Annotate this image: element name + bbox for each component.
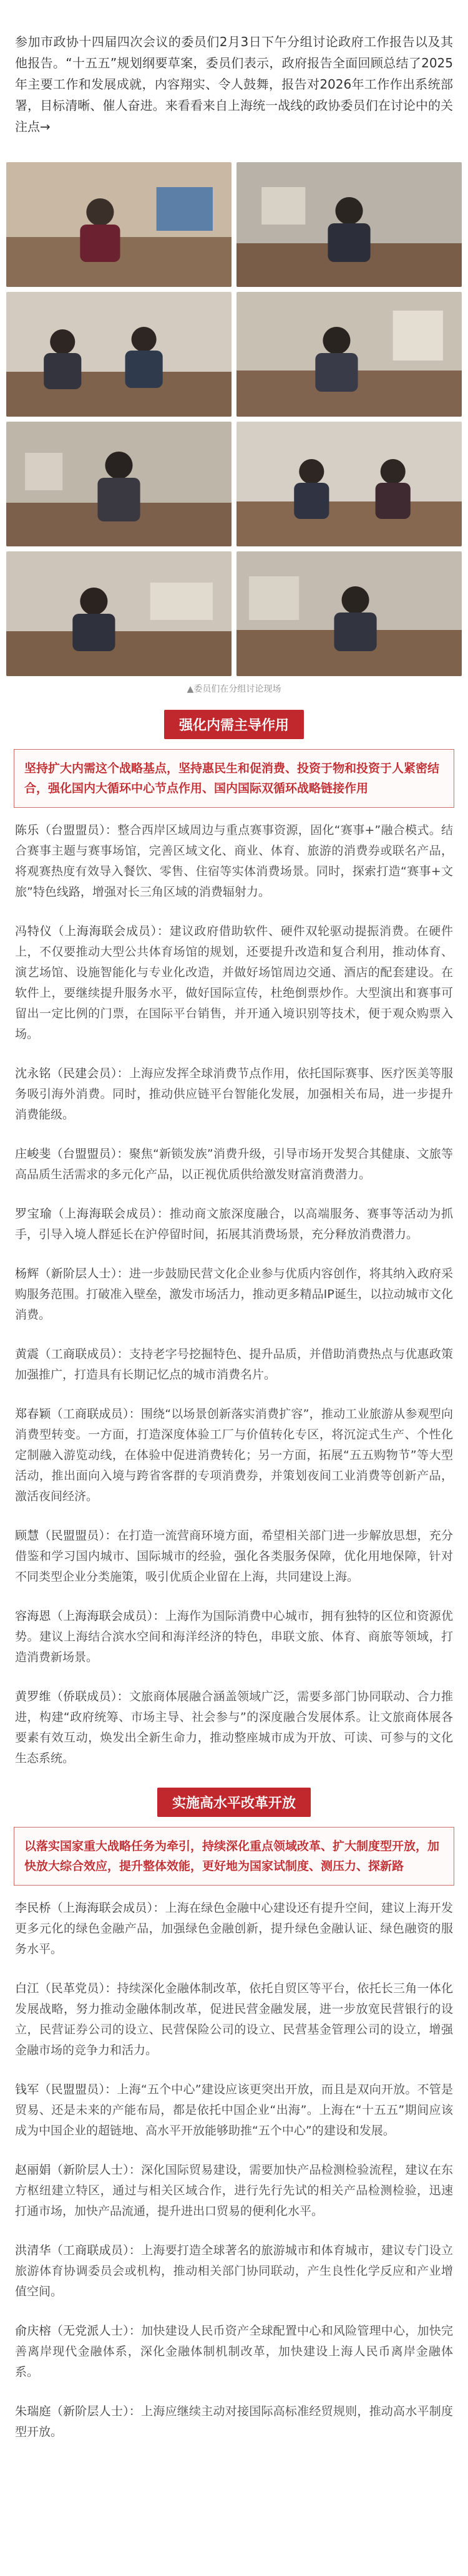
comment-text: 整合西岸区域周边与重点赛事资源，固化“赛事+”融合模式。结合赛事主题与赛事场馆，完善区域文化、商业、体育、旅游的消费券或联名产品，将观赛热度有效导入餐饮、零售、住宿等实体消费场景。同时，探索打造“赛事+文旅”特色线路，增强对长三角区域的消费辐射力。 xyxy=(15,823,453,899)
speaker-name: 容海恩（上海海联会成员）： xyxy=(15,1609,165,1623)
comment-text: 在打造一流营商环境方面，希望相关部门进一步解放思想，充分借鉴和学习国内城市、国际城市的经验，强化各类服务保障，优化用地保障，针对不同类型企业分类施策，吸引优质企业留在上海，共同建设上海。 xyxy=(15,1529,453,1584)
speaker-name: 黄罗维（侨联成员）： xyxy=(15,1690,129,1703)
meeting-photo[interactable] xyxy=(6,422,232,546)
section-summary: 坚持扩大内需这个战略基点，坚持惠民生和促消费、投资于物和投资于人紧密结合，强化国内大循环中心节点作用、国内国际双循环战略链接作用 xyxy=(14,749,454,808)
speaker-name: 陈乐（台盟盟员）： xyxy=(15,823,118,837)
speaker-name: 杨辉（新阶层人士）： xyxy=(15,1267,129,1281)
speaker-comment xyxy=(0,1063,468,1125)
speaker-comment xyxy=(0,1606,468,1668)
speaker-name: 赵丽娟（新阶层人士）： xyxy=(15,2163,142,2177)
speaker-comment xyxy=(0,1978,468,2061)
photo-caption: ▲委员们在分组讨论现场 xyxy=(187,684,281,694)
speaker-name: 朱瑞庭（新阶层人士）： xyxy=(15,2404,142,2418)
comment-text: 上海作为国际消费中心城市，拥有独特的区位和资源优势。建议上海结合滨水空间和海洋经济的特色，串联文旅、体育、商旅等领域，打造消费新场景。 xyxy=(15,1609,453,1664)
section-banner xyxy=(0,710,468,739)
speaker-name: 顾慧（民盟盟员）： xyxy=(15,1529,117,1542)
speaker-name: 洪清华（工商联成员）： xyxy=(15,2244,142,2257)
speaker-name: 白江（民革党员）： xyxy=(15,1982,117,1995)
speaker-comment xyxy=(0,921,468,1045)
speaker-comment xyxy=(0,1264,468,1325)
speaker-comment xyxy=(0,1526,468,1587)
speaker-name: 郑春颖（工商联成员）： xyxy=(15,1407,141,1421)
comment-text: 支持老字号挖掘特色、提升品质，并借助消费热点与优惠政策加强推广，打造具有长期记忆点的城市消费名片。 xyxy=(15,1347,453,1382)
speaker-comment xyxy=(0,1344,468,1385)
comment-text: 进一步鼓励民营文化企业参与优质内容创作，将其纳入政府采购服务范围。打破准入壁垒，激发市场活力，推动更多精品IP诞生，以拉动城市文化消费。 xyxy=(15,1267,453,1322)
meeting-photo[interactable] xyxy=(6,162,232,287)
speaker-comment xyxy=(0,2160,468,2222)
section-summary: 以落实国家重大战略任务为牵引，持续深化重点领域改革、扩大制度型开放，加快放大综合效应，提升整体效能，更好地为国家试制度、测压力、探新路 xyxy=(14,1827,454,1886)
speaker-comment xyxy=(0,2240,468,2302)
speaker-comment xyxy=(0,1144,468,1185)
meeting-photo[interactable] xyxy=(236,551,462,676)
comment-text: 上海“五个中心”建设应该更突出开放，而且是双向开放。不管是贸易、还是未来的产能布局，都是依托中国企业“出海”。上海在“十五五”期间应该成为中国企业的超链地、高水平开放能够助推“五个中心”的建设和发展。 xyxy=(15,2083,453,2138)
comment-text: 上海要打造全球著名的旅游城市和体育城市，建议专门设立旅游体育协调委员会或机构，推动相关部门协同联动，产生良性化学反应和产业增值空间。 xyxy=(15,2244,453,2298)
speaker-comment xyxy=(0,1687,468,1769)
comment-text: 深化国际贸易建设，需要加快产品检测检验流程，建议在东方枢纽建立特区，通过与相关区域合作，进行先行先试的相关产品检测检验，迅速打通市场，加快产品流通，提升进出口贸易的便利化水平。 xyxy=(15,2163,453,2218)
comment-text: 围绕“以场景创新落实消费扩容”，推动工业旅游从参观型向消费型转变。一方面，打造深度体验工厂与价值转化专区，将沉淀式生产、个性化定制融入游览动线，在体验中促进消费转化；另一方面，拓展“五五购物节”等大型活动，推出面向入境与跨省客群的专项消费券，并策划夜间工业消费等创新产品，激活夜间经济。 xyxy=(15,1407,453,1503)
meeting-photo[interactable] xyxy=(6,292,232,417)
comment-text: 加快建设人民币资产全球配置中心和风险管理中心，加快完善离岸现代金融体系，深化金融体制机制改革，加快建设上海人民币离岸金融体系。 xyxy=(15,2324,453,2379)
speaker-name: 钱军（民盟盟员）： xyxy=(15,2083,117,2096)
comment-text: 建议政府借助软件、硬件双轮驱动提振消费。在硬件上，不仅要推动大型公共体育场馆的规划，还要提升改造和复合利用，推动体育、演艺场馆、设施智能化与专业化改造，并做好场馆周边交通、酒店的配套建设。在软件上，要继续提升服务水平，做好国际宣传，杜绝倒票炒作。大型演出和赛事可留出一定比例的门票，在国际平台销售，并开通入境识别等技术，便于观众购票入场。 xyxy=(15,924,453,1041)
comment-text: 上海应继续主动对接国际高标准经贸规则，推动高水平制度型开放。 xyxy=(15,2404,453,2439)
section-banner xyxy=(0,1788,468,1817)
speaker-name: 庄峻斐（台盟盟员）： xyxy=(15,1147,129,1161)
comment-text: 文旅商体展融合涵盖领域广泛，需要多部门协同联动、合力推进，构建“政府统筹、市场主导、社会参与”的深度融合发展体系。让文旅商体展各要素有效互动，焕发出全新生命力，推动整座城市成为开放、可读、可参与的文化生态系统。 xyxy=(15,1690,453,1765)
speaker-name: 冯特仪（上海海联会成员）： xyxy=(15,924,170,938)
comment-text: 持续深化金融体制改革，依托自贸区等平台，依托长三角一体化发展战略，努力推动金融体制改革，促进民营金融发展，进一步放宽民营银行的设立，民营证券公司的设立、民营保险公司的设立、民营基金管理公司的设立，增强金融市场的竞争力和活力。 xyxy=(15,1982,453,2057)
speaker-comment xyxy=(0,1404,468,1507)
comment-text: 聚焦“新锁发族”消费升级，引导市场开发契合其健康、文旅等高品质生活需求的多元化产品，以正视优质供给激发财富消费潜力。 xyxy=(15,1147,453,1181)
speaker-comment xyxy=(0,820,468,903)
speaker-name: 罗宝瑜（上海海联会成员）： xyxy=(15,1207,170,1221)
speaker-name: 黄震（工商联成员）： xyxy=(15,1347,129,1361)
comment-text: 上海应发挥全球消费节点作用，依托国际赛事、医疗医美等服务吸引海外消费。同时，推动供应链平台智能化发展，加强相关布局，进一步提升消费能级。 xyxy=(15,1067,453,1121)
speaker-comment xyxy=(0,2401,468,2443)
speaker-comment xyxy=(0,1898,468,1960)
section-title: 强化内需主导作用 xyxy=(164,710,304,739)
speaker-name: 李民桥（上海海联会成员）： xyxy=(15,1901,165,1915)
speaker-name: 俞庆榕（无党派人士）： xyxy=(15,2324,142,2338)
meeting-photo[interactable] xyxy=(236,292,462,417)
intro-paragraph: 参加市政协十四届四次会议的委员们2月3日下午分组讨论政府工作报告以及其他报告。“十五五”规划纲要草案，委员们表示，政府报告全面回顾总结了2025年主要工作和发展成就，内容翔实、令人鼓舞，报告对2026年工作作出系统部署，目标清晰、催人奋进。来看看来自上海统一战线的政协委员们在讨论中的关注点→ xyxy=(15,34,453,134)
speaker-comment xyxy=(0,2080,468,2141)
comment-text: 上海在绿色金融中心建设还有提升空间，建议上海开发更多元化的绿色金融产品，加强绿色金融创新，提升绿色金融认证、绿色融资的服务水平。 xyxy=(15,1901,453,1956)
speaker-comment xyxy=(0,2321,468,2383)
meeting-photo[interactable] xyxy=(6,551,232,676)
speaker-name: 沈永铭（民建会员）： xyxy=(15,1067,129,1080)
meeting-photo[interactable] xyxy=(236,162,462,287)
photo-gallery xyxy=(0,162,468,695)
speaker-comment xyxy=(0,1204,468,1245)
meeting-photo[interactable] xyxy=(236,422,462,546)
section-title: 实施高水平改革开放 xyxy=(157,1788,311,1817)
comment-text: 推动商文旅深度融合，以高端服务、赛事等活动为抓手，引导入境人群延长在沪停留时间，拓展其消费场景，充分释放消费潜力。 xyxy=(15,1207,453,1241)
